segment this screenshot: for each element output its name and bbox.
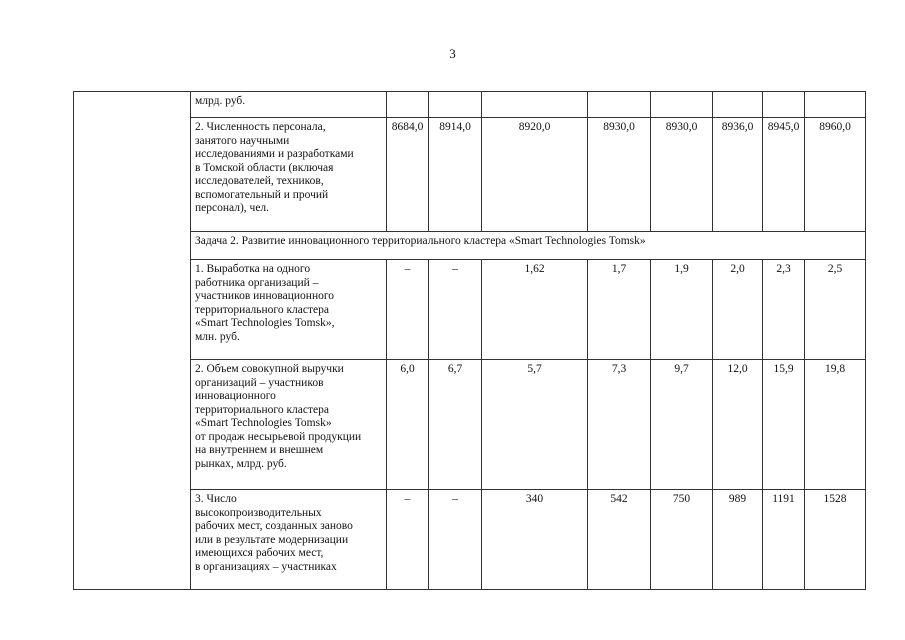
value-cell xyxy=(651,92,713,118)
value-cell: 9,7 xyxy=(651,360,713,490)
value-cell: 1,9 xyxy=(651,260,713,360)
value-cell: 8920,0 xyxy=(482,118,588,232)
value-cell: 1528 xyxy=(805,490,866,590)
value-cell xyxy=(387,92,429,118)
indicator-label: 1. Выработка на одного работника организаций – участников инновационного территориального кластера «Smart Technologies Tomsk», млн. руб. xyxy=(191,260,387,360)
indicator-label: 3. Число высокопроизводительных рабочих мест, созданных заново или в результате модернизации имеющихся рабочих мест, в организациях – участниках xyxy=(191,490,387,590)
table-row-top xyxy=(74,92,866,118)
value-cell: 8960,0 xyxy=(805,118,866,232)
indicators-table xyxy=(73,91,866,590)
value-cell: 8914,0 xyxy=(429,118,482,232)
value-cell: 8936,0 xyxy=(713,118,763,232)
value-cell: 8684,0 xyxy=(387,118,429,232)
value-cell: 15,9 xyxy=(763,360,805,490)
value-cell xyxy=(805,92,866,118)
empty-left-column xyxy=(74,92,191,590)
value-cell: 12,0 xyxy=(713,360,763,490)
value-cell: 2,3 xyxy=(763,260,805,360)
value-cell: 6,0 xyxy=(387,360,429,490)
value-cell: 8930,0 xyxy=(651,118,713,232)
value-cell xyxy=(763,92,805,118)
value-cell: 8930,0 xyxy=(588,118,651,232)
value-cell: 5,7 xyxy=(482,360,588,490)
value-cell: – xyxy=(429,490,482,590)
task-heading: Задача 2. Развитие инновационного территориального кластера «Smart Technologies Tomsk» xyxy=(191,232,866,260)
value-cell xyxy=(713,92,763,118)
table-row-output xyxy=(74,260,866,360)
value-cell: 989 xyxy=(713,490,763,590)
value-cell: 6,7 xyxy=(429,360,482,490)
value-cell: – xyxy=(387,490,429,590)
table-row-task-heading xyxy=(74,232,866,260)
value-cell: 7,3 xyxy=(588,360,651,490)
table-row-revenue xyxy=(74,360,866,490)
value-cell xyxy=(482,92,588,118)
value-cell: 1,62 xyxy=(482,260,588,360)
value-cell: 8945,0 xyxy=(763,118,805,232)
value-cell xyxy=(429,92,482,118)
indicator-label: млрд. руб. xyxy=(191,92,387,118)
value-cell: 19,8 xyxy=(805,360,866,490)
value-cell: 1191 xyxy=(763,490,805,590)
indicator-label: 2. Численность персонала, занятого научными исследованиями и разработками в Томской области (включая исследователей, техников, вспомогательный и прочий персонал), чел. xyxy=(191,118,387,232)
table-row-jobs xyxy=(74,490,866,590)
value-cell: 2,0 xyxy=(713,260,763,360)
table-row-personnel xyxy=(74,118,866,232)
value-cell: – xyxy=(429,260,482,360)
value-cell xyxy=(588,92,651,118)
value-cell: 1,7 xyxy=(588,260,651,360)
page-number: 3 xyxy=(449,46,456,61)
value-cell: 542 xyxy=(588,490,651,590)
indicator-label: 2. Объем совокупной выручки организаций – участников инновационного территориального кластера «Smart Technologies Tomsk» от продаж несырьевой продукции на внутреннем и внешнем рынках, млрд. руб. xyxy=(191,360,387,490)
value-cell: – xyxy=(387,260,429,360)
value-cell: 2,5 xyxy=(805,260,866,360)
value-cell: 750 xyxy=(651,490,713,590)
value-cell: 340 xyxy=(482,490,588,590)
